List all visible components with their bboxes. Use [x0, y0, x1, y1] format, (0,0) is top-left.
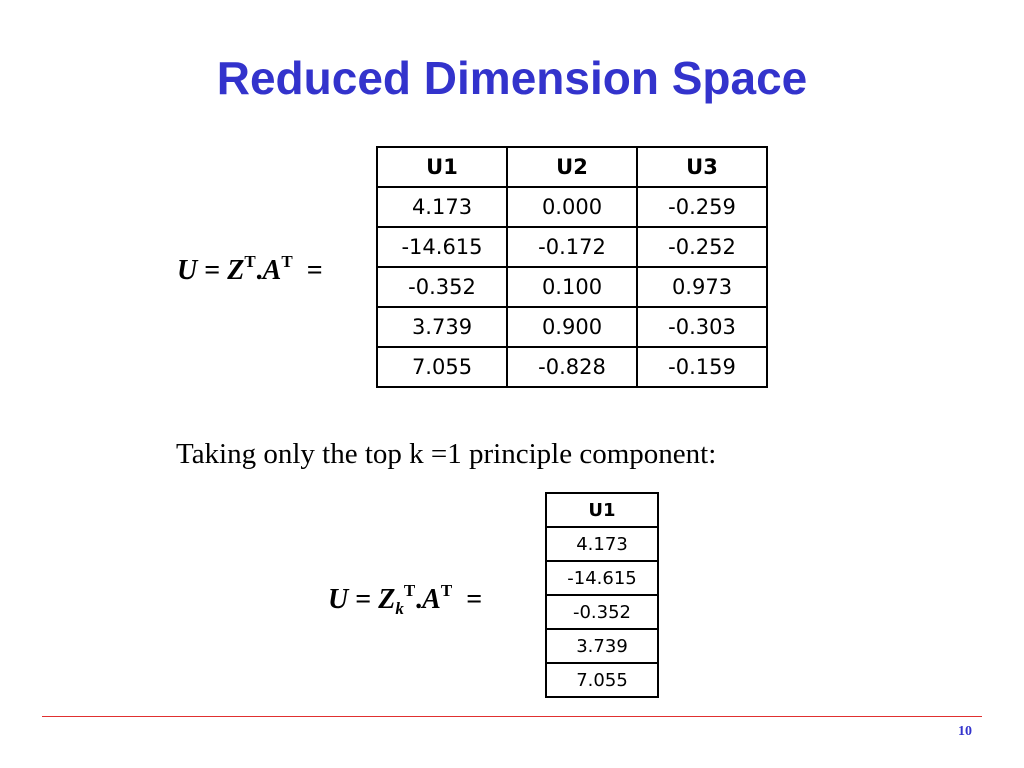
- table-cell: 3.739: [377, 307, 507, 347]
- eq-tail: =: [452, 584, 483, 615]
- table-cell: 7.055: [377, 347, 507, 387]
- table-cell: 0.973: [637, 267, 767, 307]
- table-row: [377, 187, 767, 227]
- table-cell: 4.173: [546, 527, 658, 561]
- eq-tail: =: [292, 255, 323, 286]
- eq-a: A: [422, 584, 441, 615]
- table-cell: -14.615: [377, 227, 507, 267]
- table-header-row: [377, 147, 767, 187]
- eq-z: Z: [378, 584, 396, 615]
- slide-title: Reduced Dimension Space: [216, 52, 808, 104]
- table-cell: -0.252: [637, 227, 767, 267]
- table-cell: -14.615: [546, 561, 658, 595]
- table-row: [377, 347, 767, 387]
- table-header-row: [546, 493, 658, 527]
- table-cell: 0.000: [507, 187, 637, 227]
- table-row: [546, 629, 658, 663]
- header-cell: U1: [546, 493, 658, 527]
- page-number: 10: [958, 724, 972, 739]
- eq-a: A: [262, 255, 282, 286]
- eq-z-transpose: T: [244, 252, 256, 271]
- eq-dot: .: [255, 255, 263, 286]
- table-cell: -0.172: [507, 227, 637, 267]
- table-row: [377, 267, 767, 307]
- equation-full: [177, 246, 323, 287]
- eq-z: Z: [227, 255, 245, 286]
- table-cell: -0.303: [637, 307, 767, 347]
- eq-u: U: [328, 584, 349, 615]
- equation-reduced: [328, 575, 482, 625]
- table-row: [546, 561, 658, 595]
- table-cell: 3.739: [546, 629, 658, 663]
- table-cell: -0.259: [637, 187, 767, 227]
- header-cell: U3: [637, 147, 767, 187]
- table-row: [546, 527, 658, 561]
- eq-equals: =: [348, 584, 379, 615]
- header-cell: U1: [377, 147, 507, 187]
- table-row: [377, 227, 767, 267]
- footer-divider: [42, 716, 982, 717]
- eq-z-transpose: T: [403, 581, 416, 600]
- eq-a-transpose: T: [440, 581, 453, 600]
- reduced-components-table: [545, 492, 659, 698]
- eq-dot: .: [415, 584, 423, 615]
- table-cell: -0.159: [637, 347, 767, 387]
- caption-text: Taking only the top k =1 principle component:: [176, 438, 717, 470]
- eq-z-subscript: k: [395, 599, 404, 618]
- table-cell: -0.828: [507, 347, 637, 387]
- table-cell: 7.055: [546, 663, 658, 697]
- table-row: [546, 663, 658, 697]
- table-row: [377, 307, 767, 347]
- table-cell: 0.900: [507, 307, 637, 347]
- table-row: [546, 595, 658, 629]
- table-cell: 4.173: [377, 187, 507, 227]
- eq-u: U: [177, 255, 198, 286]
- header-cell: U2: [507, 147, 637, 187]
- table-cell: 0.100: [507, 267, 637, 307]
- eq-a-transpose: T: [281, 252, 293, 271]
- table-cell: -0.352: [377, 267, 507, 307]
- table-cell: -0.352: [546, 595, 658, 629]
- full-components-table: [376, 146, 768, 388]
- eq-equals: =: [197, 255, 228, 286]
